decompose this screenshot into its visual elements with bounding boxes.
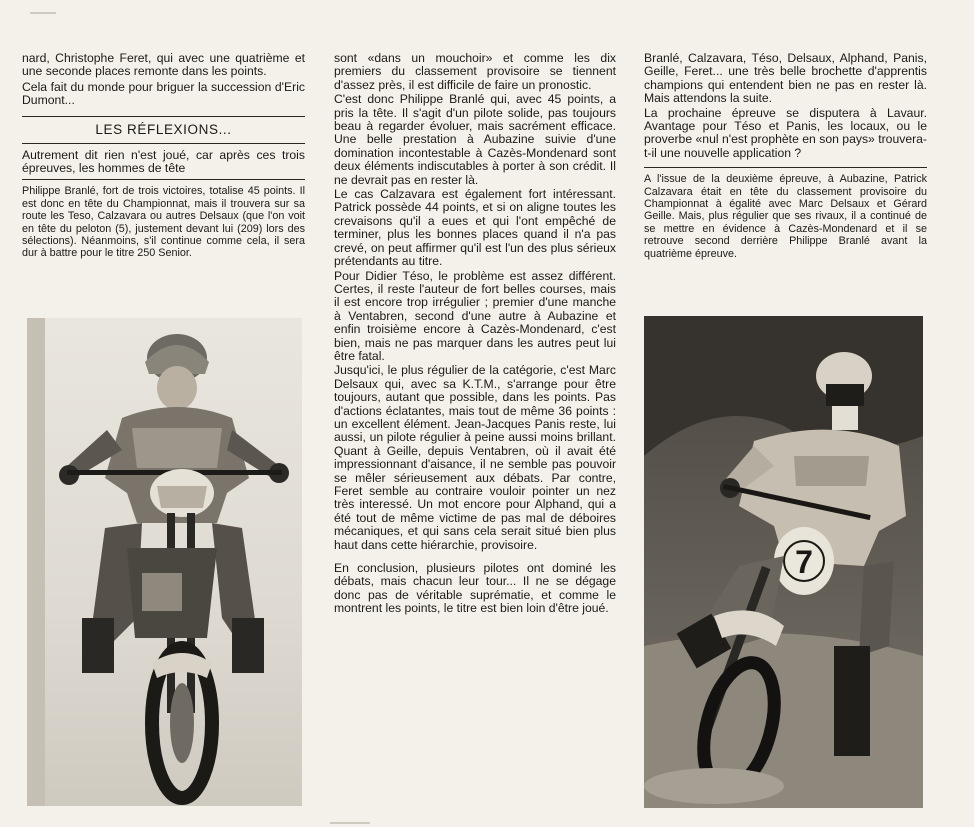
rider-jumping-image bbox=[27, 318, 302, 806]
motocross-photo-2 bbox=[644, 316, 923, 808]
photo-caption-1: Philippe Branlé, fort de trois victoires, totalise 45 points. Il est donc en tête du Championnat, mais il trouvera sur sa route les Teso, Calzavara ou autres Delsaux (que l'on voit en tête du peloton (5), justement devant lui (209) lors des sélections). Néanmoins, s'il continue comme cela, il sera dur à battre pour le titre 250 Senior. bbox=[22, 185, 305, 260]
caption-rule-2 bbox=[644, 167, 927, 168]
column2-paragraph-6: En conclusion, plusieurs pilotes ont dominé les débats, mais chacun leur tour... Il ne se dégage donc pas de véritable suprématie, et comme le montrent les points, le titre est bien loin d'être joué. bbox=[334, 561, 616, 616]
column-1 bbox=[22, 52, 305, 260]
column3-paragraph-2: La prochaine épreuve se disputera à Lavaur. Avantage pour Téso et Panis, les locaux, ou le proverbe «nul n'est prophète en son pays» trouvera-t-il une nouvelle application ? bbox=[644, 105, 927, 160]
column1-paragraph-2: Cela fait du monde pour briguer la succession d'Eric Dumont... bbox=[22, 79, 305, 108]
column2-paragraph-4: Pour Didier Téso, le problème est assez différent. Certes, il reste l'auteur de fort belles courses, mais il est encore trop irrégulier ; premier d'une manche à Ventabren, second d'une autre à Aubazine et enfin troisième encore à Cazès-Mondenard, c'est bien, mais ne pas marquer dans les autres peut lui être fatal. bbox=[334, 268, 616, 363]
column-3 bbox=[644, 52, 927, 260]
column3-paragraph-1: Branlé, Calzavara, Téso, Delsaux, Alphand, Panis, Geille, Feret... une très belle brochette d'apprentis champions qui entendent bien ne pas en rester là. Mais attendons la suite. bbox=[644, 51, 927, 106]
motocross-photo-1 bbox=[27, 318, 302, 806]
column2-paragraph-5: Jusqu'ici, le plus régulier de la catégorie, c'est Marc Delsaux qui, avec sa K.T.M., s'arrange pour être toujours, autant que possible, dans les points. Pas d'actions éclatantes, mais tout de même 36 points : un excellent élément. Jean-Jacques Panis reste, lui aussi, un pilote régulier à peine aussi moins brillant. Quant à Geille, depuis Ventabren, où il avait été impressionnant d'aisance, il ne semble pas pouvoir se mêler sérieusement aux débats. Par contre, Feret semble au contraire vouloir pointer un nez très interessé. Un mot encore pour Alphand, qui a été tout de même victime de pas mal de déboires mécaniques, et qui sans cela serait situé bien plus haut dans cette hiérarchie, provisoire. bbox=[334, 363, 616, 552]
print-mark bbox=[330, 822, 370, 824]
column1-paragraph-1: nard, Christophe Feret, qui avec une quatrième et une seconde places remonte dans les points. bbox=[22, 51, 305, 79]
column2-paragraph-1: sont «dans un mouchoir» et comme les dix premiers du classement provisoire se tiennent d'assez près, il est difficile de faire un pronostic. bbox=[334, 51, 616, 92]
column2-paragraph-2: C'est donc Philippe Branlé qui, avec 45 points, a pris la tête. Il s'agit d'un pilote solide, pas toujours beau à regarder évoluer, mais sacrément efficace. Une belle prestation à Aubazine suivie d'une domination incontestable à Cazès-Mondenard sont deux éléments indiscutables à porter à son crédit. Il ne devrait pas en rester là. bbox=[334, 92, 616, 187]
photo-caption-2: A l'issue de la deuxième épreuve, à Aubazine, Patrick Calzavara était en tête du classement provisoire du Championnat à égalité avec Marc Delsaux et Gérard Geille. Mais, plus régulier que ses rivaux, il a continué de se mettre en évidence à Cazès-Mondenard et il se retrouve second derrière Philippe Branlé avant la quatrième épreuve. bbox=[644, 173, 927, 260]
column-2 bbox=[334, 52, 616, 616]
jersey-number: 7 bbox=[795, 544, 813, 580]
column1-paragraph-3: Autrement dit rien n'est joué, car après ces trois épreuves, les hommes de tête bbox=[22, 147, 305, 176]
column2-paragraph-3: Le cas Calzavara est également fort intéressant. Patrick possède 44 points, et si on aligne toutes les crevaisons qu'il a eues et qui l'ont empêché de terminer, plus les bonnes places quand il n'a pas crevé, on peut affirmer qu'il est l'un des plus sérieux prétendants au titre. bbox=[334, 187, 616, 269]
section-rule-bottom bbox=[22, 143, 305, 144]
print-mark bbox=[30, 12, 56, 14]
rider-cornering-image bbox=[644, 316, 923, 808]
caption-rule bbox=[22, 179, 305, 180]
section-title: LES RÉFLEXIONS... bbox=[95, 121, 232, 137]
